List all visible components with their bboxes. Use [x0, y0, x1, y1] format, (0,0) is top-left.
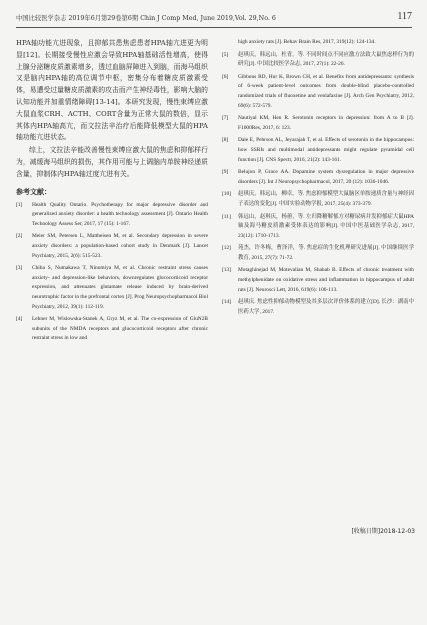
- reference-item: [222, 298, 414, 317]
- reference-number: [2]: [16, 233, 23, 240]
- reference-text: 赵琪庆，韩远山，柳卓，等. 焦虑抑郁模型大鼠脑区单胺递质含量与神经因子表达的变化[J]. 中国实验动物学报, 2017, 25(4): 373-379.: [238, 191, 414, 207]
- reference-text: 赵琪庆，韩远山，杜青，等. 不同时间点不同应激方法致大鼠焦虑样行为的研究[J]. 中国比较医学杂志, 2017, 27(1): 22-26.: [238, 51, 414, 68]
- received-date: [收稿日期]2018-12-03: [351, 528, 415, 535]
- body-paragraph-2: 综上，文拉法辛能改善慢性束缚应激大鼠的焦虑和抑郁样行为，减缓海马组织的损伤，其作用可能与上调脑内单胺神经递质含量，抑制体内HPA轴过度亢进有关。: [16, 146, 208, 178]
- reference-text: high anxiety rats [J]. Behav Brain Res, 2017, 319(12): 124-134.: [238, 39, 376, 45]
- reference-item: [222, 38, 414, 48]
- reference-item: [16, 201, 208, 230]
- reference-number: [7]: [222, 115, 229, 122]
- reference-text: 赵琪庆. 焦虑性抑郁动物模型及其多层次评价体系的建立[D]. 长沙：湖南中医药大学, 2017.: [238, 299, 414, 315]
- reference-number: [1]: [16, 201, 23, 208]
- reference-item: [222, 114, 414, 133]
- reference-text: 苑杰，许冬梅，曹泽洋，等. 焦虑症的生化机理研究进展[J]. 中国继续医学教育, 2015, 27(7): 71-72.: [238, 245, 414, 261]
- reference-text: Lehner M, Wislowska-Stanek A, Gryz M, et al. The co-expression of GluN2B subunits of the NMDA receptors and glucocorticoid receptors after chronic restraint stress in low and: [32, 316, 208, 342]
- reference-number: [12]: [222, 245, 231, 252]
- page-number: 117: [397, 11, 412, 22]
- body-paragraph-1: HPA轴功能亢进现象，且抑郁共患焦虑患者HPA轴亢进更为明显[12]。长期接受慢性应激会导致HPA轴基础活性增高，使得上腺分泌糖皮质激素增多，透过血脑屏障进入到脑，而海马组织又是脑内HPA轴的高位调节中枢，密集分布着糖皮质激素受体，易遭受过量糖皮质激素的攻击而产生神经毒性，影响大脑的认知功能并加重情绪障碍[13-14]。本研究发现，慢性束缚应激大鼠血浆CRH、ACTH、CORT含量为正常大鼠的数倍，显示其体内HPA轴高亢，而文拉法辛治疗后能降低模型大鼠的HPA轴功能亢进状态。: [16, 39, 208, 142]
- reference-item: [222, 266, 414, 295]
- reference-number: [11]: [222, 213, 231, 220]
- left-column: [16, 38, 208, 347]
- references-list-left: [16, 201, 208, 344]
- reference-item: [222, 244, 414, 263]
- reference-text: Nautiyal KM, Hen R. Serotonin receptors in depression: from A to B [J]. F1000Res, 2017, 6: 123.: [238, 115, 414, 131]
- reference-number: [10]: [222, 191, 231, 198]
- reference-item: [16, 264, 208, 312]
- reference-item: [222, 168, 414, 187]
- reference-number: [3]: [16, 265, 23, 272]
- references-list-right: [222, 38, 414, 317]
- references-heading: 参考文献：: [16, 187, 51, 196]
- header-rule: [16, 27, 412, 28]
- reference-number: [13]: [222, 267, 231, 274]
- reference-text: Dale E, Pehrson AL, Jeyarajah T, et al. Effects of serotonin in the hippocampus: how SSRIs and multimodal antidepressants might regulate pyramidal cell function [J]. CNS Spectr, 2016, 21(2): 143-161.: [238, 137, 414, 163]
- reference-number: [14]: [222, 299, 231, 306]
- running-header-journal: 中国比较医学杂志 2019年6月第29卷第6期 Chin J Comp Med, June 2019,Vol. 29,No. 6: [16, 15, 276, 22]
- reference-number: [4]: [16, 316, 23, 323]
- reference-item: [222, 190, 414, 209]
- reference-item: [16, 232, 208, 261]
- right-column: [222, 38, 414, 320]
- reference-number: [8]: [222, 137, 229, 144]
- reference-text: Health Quality Ontario. Psychotherapy for major depressive disorder and generalized anxiety disorder: a health technology assessment [J]. Ontario Health Technology Assess Ser, 2017, 17 (15): 1-167.: [32, 201, 208, 227]
- reference-text: 韩远山，赵琪庆，杨蕙，等. 左归降糖解郁方对糖尿病并发抑郁症大鼠HPA轴及海马糖皮质激素受体表达的影响[J]. 中国中医基础医学杂志, 2017, 23(12): 1710-1713.: [238, 213, 414, 239]
- reference-text: Meier SM, Petersen L, Mattheisen M, et al. Secondary depression in severe anxiety disorders: a population-based cohort study in Denmark [J]. Lancet Psychiatry, 2015, 2(6): 515-523.: [32, 233, 208, 259]
- reference-text: Motaghinejad M, Motevalian M, Shabab B. Effects of chronic treatment with methylphenidate on oxidative stress and inflammation in hippocampus of adult rats [J]. Neurosci Lett, 2016, 619(6): 106-113.: [238, 267, 414, 293]
- reference-number: [5]: [222, 51, 229, 58]
- reference-item: [222, 136, 414, 165]
- reference-item: [222, 73, 414, 111]
- reference-text: Chiba S, Numakawa T, Ninomiya M, et al. Chronic restraint stress causes anxiety- and depression-like behaviors, downregulates glucocorticoid receptor expression, and attenuates glutamate release induced by brain-derived neurotrophic factor in the prefrontal cortex [J]. Prog Neuropsychopharmacol Biol Psychiatry, 2012, 39(1): 112-119.: [32, 265, 208, 310]
- reference-item: [222, 51, 414, 70]
- reference-text: Belujon P, Grace AA. Dopamine system dysregulation in major depressive disorders [J]. Int J Neuropsychopharmacol, 2017, 20 (12): 1036-1046.: [238, 169, 414, 185]
- reference-number: [9]: [222, 169, 229, 176]
- reference-text: Gibbons RD, Hur K, Brown CH, et al. Benefits from antidepressants: synthesis of 6-week patient-level outcomes from double-blind placebo-controlled randomized trials of fluoxetine and venlafaxine [J]. Arch Gen Psychiatry, 2012, 69(6): 572-579.: [238, 73, 414, 109]
- reference-number: [6]: [222, 73, 229, 80]
- reference-item: [16, 315, 208, 344]
- reference-item: [222, 213, 414, 242]
